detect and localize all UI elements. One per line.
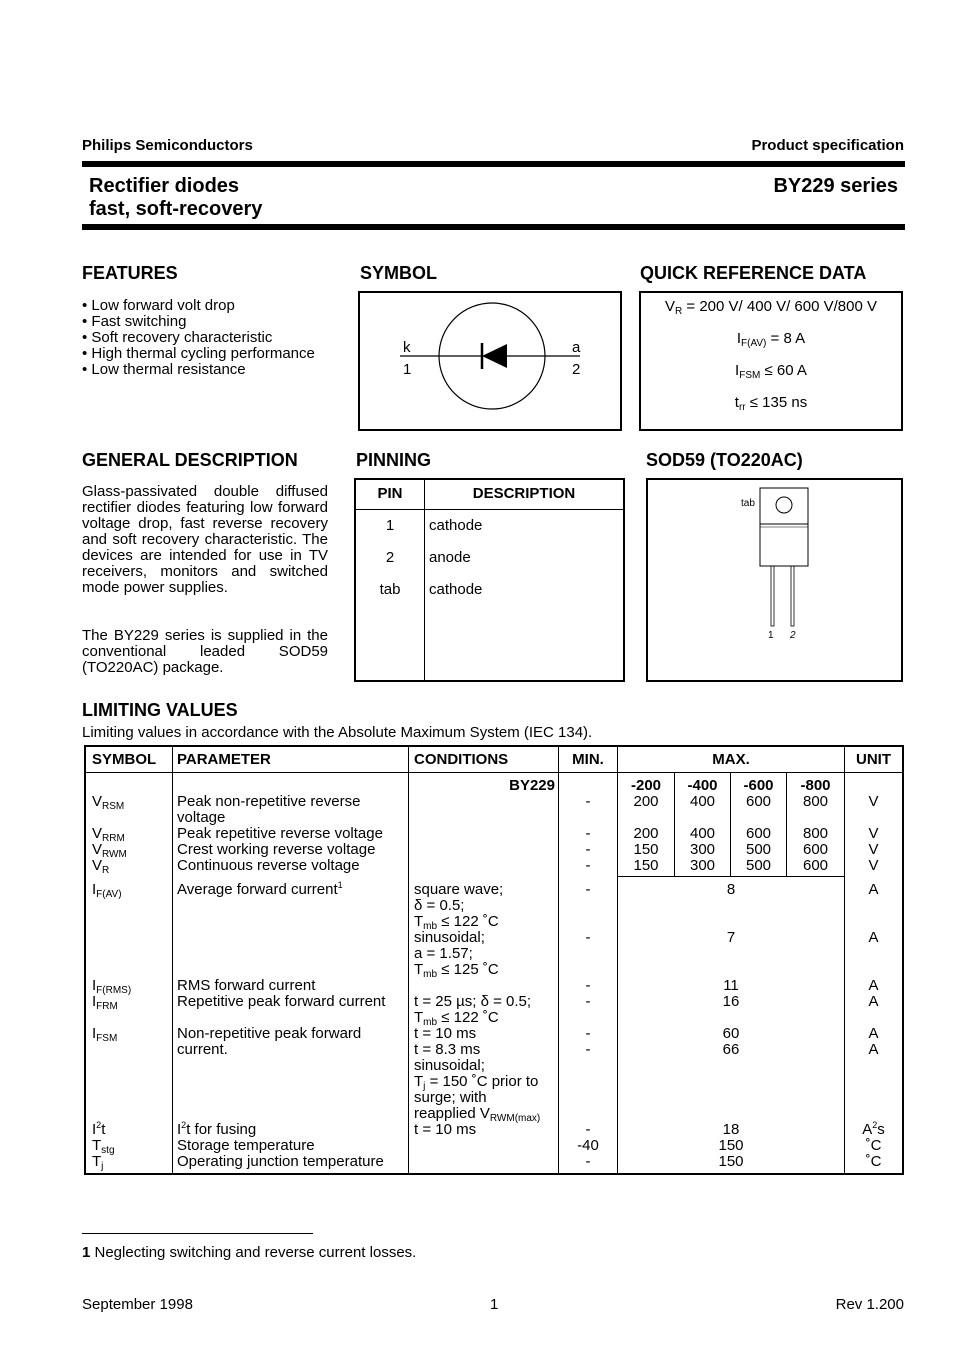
title-line-1: Rectifier diodes [89, 175, 240, 197]
feature-item: • Soft recovery characteristic [82, 329, 273, 346]
general-paragraph-2: The BY229 series is supplied in the conventional leaded SOD59 (TO220AC) package. [82, 627, 328, 676]
cond-ifav: square wave; δ = 0.5; $T_{mb} \le 122$ ˚C sinusoidal; a = 1.57; $T_{mb} \le 125$ ˚C [414, 881, 504, 980]
unit-value: A [868, 1025, 879, 1042]
features-list [82, 298, 315, 378]
max-value: 600 [802, 841, 829, 858]
max-value: 800 [802, 793, 829, 810]
pinning-col-pin: PIN [377, 485, 403, 502]
diode-symbol-icon [360, 293, 620, 429]
max-value: 7 [726, 929, 736, 946]
max-value: 800 [802, 825, 829, 842]
limiting-heading: LIMITING VALUES [82, 700, 238, 720]
min-value: - [585, 881, 591, 898]
param-vrsm: Peak non-repetitive reverse voltage [177, 793, 361, 826]
symbol-ifav: $I_{F(AV)}$ [92, 881, 122, 900]
variant-label: -200 [630, 777, 662, 794]
unit-value: A [868, 929, 879, 946]
symbol-a-label: a [572, 339, 581, 356]
max-value: 500 [745, 841, 772, 858]
variant-label: -600 [743, 777, 774, 794]
feature-item: • Low thermal resistance [82, 361, 246, 378]
min-value: - [585, 1041, 591, 1058]
min-value: - [585, 1025, 591, 1042]
max-value: 66 [722, 1041, 740, 1058]
param-ifav: Average forward current$^1$ [177, 880, 343, 898]
symbol-tstg: $T_{stg}$ [92, 1137, 115, 1156]
package-pin2-label: 2 [790, 630, 796, 641]
cond-i2t: t = 10 ms [414, 1121, 477, 1138]
to220-package-icon [648, 480, 901, 680]
pin-description: cathode [429, 517, 483, 534]
pin-number: 1 [385, 517, 395, 534]
symbol-i2t: $I^2t$ [92, 1120, 106, 1138]
param-tstg: Storage temperature [177, 1137, 315, 1154]
unit-value: ˚C [865, 1137, 882, 1154]
param-vr: Continuous reverse voltage [177, 857, 360, 874]
max-value: 400 [689, 825, 716, 842]
cond-ifrm: t = 25 µs; δ = 0.5; $T_{mb} \le 122$ ˚C [414, 993, 532, 1028]
pin-number: 2 [385, 549, 395, 566]
min-value: - [585, 977, 591, 994]
pinning-col-divider [424, 480, 425, 680]
max-value: 200 [633, 793, 659, 810]
max-value: 11 [723, 977, 739, 994]
param-ifrm: Repetitive peak forward current [177, 993, 386, 1010]
package-box [646, 478, 903, 682]
max-value: 600 [745, 825, 772, 842]
max-value: 300 [689, 857, 716, 874]
symbol-pin1-label: 1 [403, 361, 412, 378]
pinning-header-rule [356, 509, 623, 510]
pin-description: anode [429, 549, 471, 566]
symbol-tj: $T_j$ [92, 1153, 104, 1172]
min-value: - [585, 1153, 591, 1170]
features-heading: FEATURES [82, 263, 178, 283]
param-vrrm: Peak repetitive reverse voltage [177, 825, 383, 842]
max-value: 200 [633, 825, 659, 842]
unit-value: V [868, 841, 879, 858]
unit-value: A [868, 881, 879, 898]
unit-value: A [868, 1041, 879, 1058]
symbol-pin2-label: 2 [572, 361, 581, 378]
company-name: Philips Semiconductors [82, 137, 253, 154]
max-value: 300 [689, 841, 716, 858]
param-ifsm: Non-repetitive peak forward current. [177, 1025, 362, 1058]
min-value: - [585, 857, 591, 874]
feature-item: • Fast switching [82, 313, 187, 330]
limiting-subtitle: Limiting values in accordance with the Absolute Maximum System (IEC 134). [82, 724, 593, 741]
unit-value: V [868, 825, 879, 842]
package-tab-label: tab [741, 498, 755, 509]
symbol-ifrm: $I_{FRM}$ [92, 993, 118, 1012]
param-ifrms: RMS forward current [177, 977, 316, 994]
col-conditions: CONDITIONS [414, 751, 509, 768]
general-paragraph-1: Glass-passivated double diffused rectifier diodes featuring low forward voltage drop, fast reverse recovery and soft recovery characteristic. The devices are intended for use in TV receivers, monitors and switched mode power supplies. [82, 483, 328, 596]
max-value: 18 [722, 1121, 740, 1138]
max-value: 600 [802, 857, 829, 874]
part-number: BY229 series [773, 175, 898, 197]
col-max: MAX. [712, 751, 750, 768]
symbol-vrrm: $V_{RRM}$ [92, 825, 125, 844]
max-value: 150 [718, 1137, 744, 1154]
symbol-vr: $V_R$ [92, 857, 110, 876]
symbol-k-label: k [403, 339, 411, 356]
general-heading: GENERAL DESCRIPTION [82, 450, 298, 470]
variant-label: -400 [687, 777, 718, 794]
max-value: 150 [718, 1153, 744, 1170]
pin-description: cathode [429, 581, 483, 598]
pinning-table [354, 478, 625, 682]
cond-ifsm: t = 10 ms t = 8.3 ms sinusoidal; $T_j = 150$ ˚C prior to surge; with reapplied $V_{RWM(max)}$ [414, 1025, 541, 1124]
param-i2t: $I^2t$ for fusing [177, 1120, 257, 1138]
footnote: 1 Neglecting switching and reverse current losses. [82, 1244, 417, 1261]
feature-item: • High thermal cycling performance [82, 345, 315, 362]
qr-if: $I_{F(AV)} = 8$ A [736, 330, 806, 349]
min-value: - [585, 993, 591, 1010]
unit-value: $A^2s$ [862, 1120, 885, 1138]
footer-date: September 1998 [82, 1296, 193, 1313]
qr-vr: $V_R = 200$ V/ 400 V/ 600 V/800 V [665, 298, 877, 317]
unit-value: V [868, 857, 879, 874]
symbol-ifrms: $I_{F(RMS)}$ [92, 977, 132, 996]
col-parameter: PARAMETER [177, 751, 271, 768]
package-pin1-label: 1 [768, 630, 774, 641]
max-value: 60 [722, 1025, 740, 1042]
max-value: 150 [633, 857, 659, 874]
title-line-2: fast, soft-recovery [89, 198, 263, 220]
max-value: 400 [689, 793, 716, 810]
param-tj: Operating junction temperature [177, 1153, 384, 1170]
min-value: -40 [577, 1137, 599, 1154]
unit-value: V [868, 793, 879, 810]
max-value: 600 [745, 793, 772, 810]
quick-ref-heading: QUICK REFERENCE DATA [640, 263, 867, 283]
unit-value: A [868, 993, 879, 1010]
pinning-col-desc: DESCRIPTION [472, 485, 576, 502]
footnote-rule [82, 1233, 313, 1234]
qr-trr: $t_{rr} \le 135$ ns [734, 394, 808, 413]
by229-label: BY229 [509, 777, 555, 794]
symbol-heading: SYMBOL [360, 263, 438, 283]
min-value: - [585, 825, 591, 842]
min-value: - [585, 1121, 591, 1138]
variant-label: -800 [800, 777, 831, 794]
max-value: 150 [633, 841, 659, 858]
document-type: Product specification [751, 137, 904, 154]
symbol-ifsm: $I_{FSM}$ [92, 1025, 118, 1044]
min-value: - [585, 929, 591, 946]
feature-item: • Low forward volt drop [82, 297, 235, 314]
symbol-vrsm: $V_{RSM}$ [92, 793, 125, 812]
pinning-heading: PINNING [356, 450, 432, 470]
footer-revision: Rev 1.200 [835, 1296, 904, 1313]
max-value: 16 [722, 993, 740, 1010]
col-symbol: SYMBOL [92, 751, 157, 768]
param-vrwm: Crest working reverse voltage [177, 841, 376, 858]
col-unit: UNIT [856, 751, 891, 768]
symbol-box [358, 291, 622, 431]
unit-value: A [868, 977, 879, 994]
min-value: - [585, 841, 591, 858]
max-value: 500 [745, 857, 772, 874]
qr-ifsm: $I_{FSM} \le 60$ A [735, 362, 807, 381]
min-value: - [585, 793, 591, 810]
limiting-table [84, 745, 904, 1175]
symbol-vrwm: $V_{RWM}$ [92, 841, 127, 860]
footer-page-number: 1 [490, 1296, 499, 1313]
header-rule [82, 161, 905, 167]
quick-ref-box [639, 291, 903, 431]
package-heading: SOD59 (TO220AC) [646, 450, 803, 470]
pin-number: tab [379, 581, 401, 598]
title-rule [82, 224, 905, 230]
max-value: 8 [726, 881, 736, 898]
unit-value: ˚C [865, 1153, 882, 1170]
col-min: MIN. [572, 751, 604, 768]
